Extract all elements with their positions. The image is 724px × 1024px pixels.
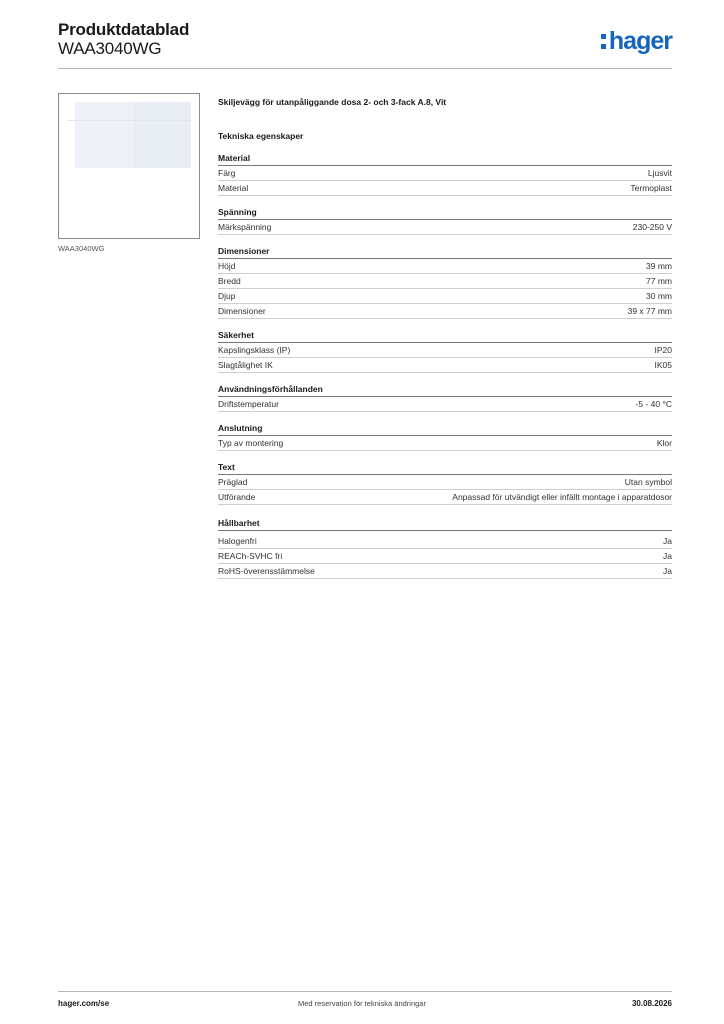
spec-row xyxy=(218,220,672,235)
spec-label: Dimensioner xyxy=(218,306,266,316)
spec-label: Märkspänning xyxy=(218,222,272,232)
section-safety xyxy=(218,329,672,373)
spec-label: REACh-SVHC fri xyxy=(218,551,283,561)
spec-label: Präglad xyxy=(218,477,248,487)
section-operating-conditions xyxy=(218,383,672,412)
footer-divider xyxy=(58,991,672,992)
spec-value: IP20 xyxy=(654,345,672,355)
spec-label: Driftstemperatur xyxy=(218,399,279,409)
spec-row xyxy=(218,289,672,304)
spec-value: 230-250 V xyxy=(632,222,672,232)
spec-row xyxy=(218,549,672,564)
spec-value: Ja xyxy=(663,536,672,546)
spec-label: Djup xyxy=(218,291,236,301)
logo-text: hager xyxy=(608,27,672,55)
spec-value: Klor xyxy=(656,438,672,448)
spec-value: 39 x 77 mm xyxy=(627,306,672,316)
section-title: Dimensioner xyxy=(218,245,672,259)
spec-row xyxy=(218,475,672,490)
spec-row xyxy=(218,259,672,274)
section-title: Anslutning xyxy=(218,422,672,436)
section-title: Spänning xyxy=(218,206,672,220)
spec-row xyxy=(218,274,672,289)
section-title: Användningsförhållanden xyxy=(218,383,672,397)
spec-row xyxy=(218,490,672,505)
product-image-pane-right xyxy=(133,102,191,168)
footer-date: 30.08.2026 xyxy=(631,999,672,1008)
spec-content xyxy=(218,96,672,579)
spec-label: Bredd xyxy=(218,276,241,286)
spec-label: Utförande xyxy=(218,492,256,502)
section-sustainability xyxy=(218,517,672,579)
section-title: Hållbarhet xyxy=(218,517,672,531)
spec-label: Halogenfri xyxy=(218,536,257,546)
spec-value: Termoplast xyxy=(630,183,672,193)
product-image-line xyxy=(67,120,191,121)
section-material xyxy=(218,152,672,196)
section-text xyxy=(218,461,672,505)
product-image-pane-left xyxy=(75,102,133,168)
image-caption: WAA3040WG xyxy=(58,244,105,253)
product-code: WAA3040WG xyxy=(58,39,162,58)
spec-row xyxy=(218,181,672,196)
spec-value: 30 mm xyxy=(646,291,672,301)
spec-label: Slagtålighet IK xyxy=(218,360,273,370)
spec-label: Material xyxy=(218,183,249,193)
spec-value: IK05 xyxy=(654,360,672,370)
page-title: Produktdatablad xyxy=(58,20,190,39)
spec-row xyxy=(218,436,672,451)
spec-row xyxy=(218,397,672,412)
spec-label: Färg xyxy=(218,168,236,178)
spec-row xyxy=(218,343,672,358)
spec-row xyxy=(218,304,672,319)
spec-value: Ja xyxy=(663,566,672,576)
spec-label: Höjd xyxy=(218,261,236,271)
spec-row xyxy=(218,166,672,181)
section-title: Säkerhet xyxy=(218,329,672,343)
section-title: Text xyxy=(218,461,672,475)
section-dimensions xyxy=(218,245,672,319)
spec-label: RoHS-överensstämmelse xyxy=(218,566,315,576)
section-connection xyxy=(218,422,672,451)
spec-value: Ja xyxy=(663,551,672,561)
footer-disclaimer: Med reservation för tekniska ändringar xyxy=(298,999,426,1008)
spec-value: 77 mm xyxy=(646,276,672,286)
spec-value: -5 - 40 °C xyxy=(635,399,672,409)
spec-row xyxy=(218,534,672,549)
spec-value: Ljusvit xyxy=(647,168,672,178)
hager-logo xyxy=(601,27,672,56)
logo-dots-icon xyxy=(601,34,606,49)
tech-heading: Tekniska egenskaper xyxy=(218,131,304,141)
spec-row xyxy=(218,358,672,373)
section-voltage xyxy=(218,206,672,235)
section-title: Material xyxy=(218,152,672,166)
spec-value: 39 mm xyxy=(646,261,672,271)
footer-website-link[interactable]: hager.com/se xyxy=(58,999,110,1008)
spec-value: Anpassad för utvändigt eller infällt montage i apparatdosor xyxy=(452,492,672,502)
spec-row xyxy=(218,564,672,579)
spec-label: Kapslingsklass (IP) xyxy=(218,345,291,355)
header-divider xyxy=(58,68,672,69)
product-image xyxy=(58,93,200,239)
spec-value: Utan symbol xyxy=(624,477,672,487)
product-title: Skiljevägg för utanpåliggande dosa 2- och 3-fack A.8, Vit xyxy=(218,97,447,107)
spec-label: Typ av montering xyxy=(218,438,284,448)
